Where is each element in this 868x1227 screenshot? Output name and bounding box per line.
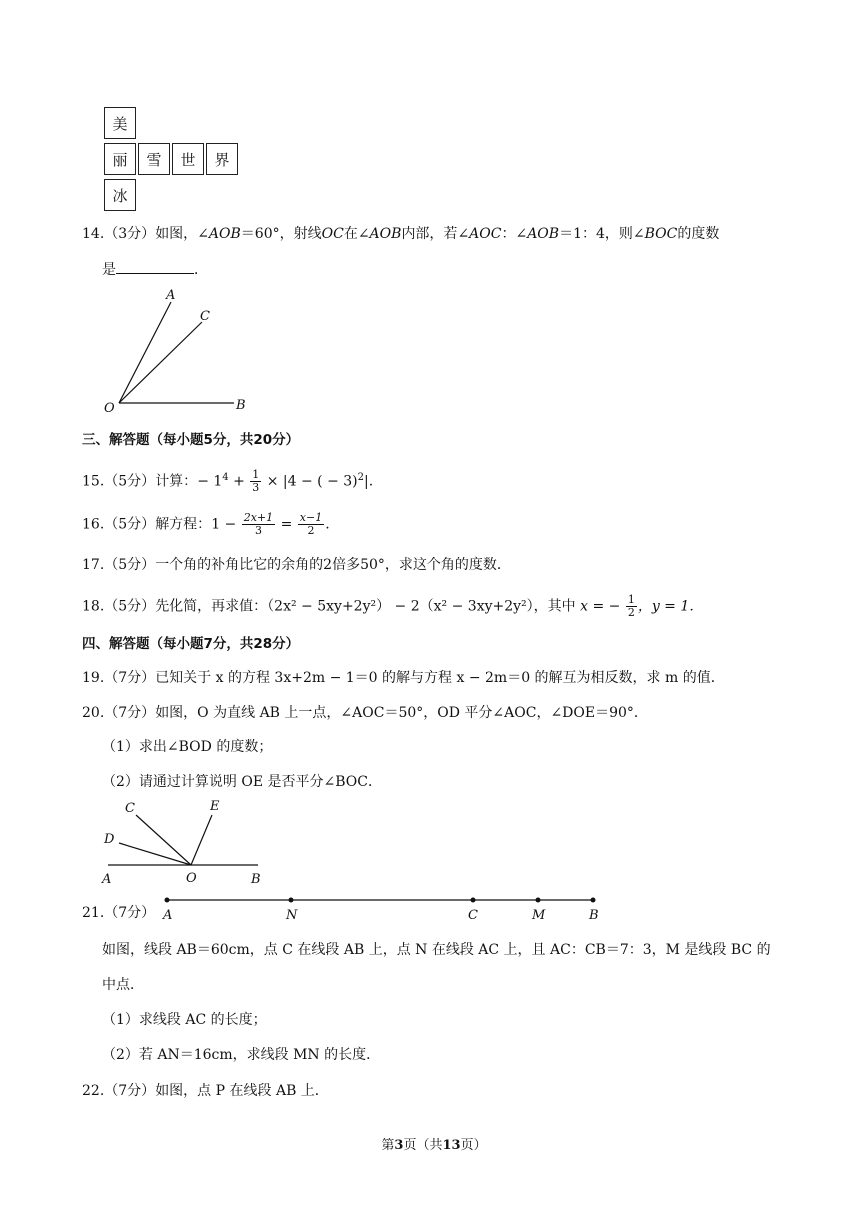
q14-angle: ∠AOB [515,226,560,242]
q15-score: （5分） [104,473,156,490]
q20-score: （7分） [104,705,156,721]
q16-fraction-2 [298,512,324,537]
net-cell-5: 界 [206,143,238,175]
q15-expr: |. [364,473,374,490]
q20-number: 20. [82,705,105,721]
net-cell-6: 冰 [104,179,136,211]
q14-line1 [82,224,719,244]
q18-score: （5分） [104,598,156,615]
q14-text: 内部，若 [401,226,458,242]
q16-number: 16. [82,516,105,533]
q16-expr: 1 − [211,516,241,533]
page-number: 3 [394,1138,404,1153]
q14-angle: ∠AOB [197,226,241,242]
ray-od [119,843,191,865]
label-a: A [102,872,112,887]
point-c [471,898,476,903]
q19-number: 19. [82,670,105,686]
q21-text1: 如图，线段 AB＝60cm，点 C 在线段 AB 上，点 N 在线段 AC 上，且 AC：CB＝7：3，M 是线段 BC 的 [102,942,771,958]
q21-number: 21. [82,905,105,921]
ray-oa [119,302,171,403]
q18-number: 18. [82,598,105,615]
footer-text: 第 [381,1138,395,1153]
label-o: O [186,871,197,886]
q15 [82,468,373,494]
frac-num: 1 [627,593,635,606]
point-n [289,898,294,903]
q21-header [82,903,155,923]
q18-fraction [626,594,637,619]
q14-ray: OC [321,226,344,242]
q18-cond: x = − [575,598,625,615]
q18 [82,594,703,619]
q22-score: （7分） [104,1083,156,1099]
frac-den: 2 [627,606,635,619]
q14-text: 是 [102,262,116,278]
q14-line2 [102,259,208,280]
frac-den: 3 [254,524,262,537]
q15-fraction [250,469,261,494]
q22 [82,1081,329,1101]
q14-angle-figure [95,285,265,420]
point-a [165,898,170,903]
q20 [82,703,648,723]
q14-text: ： [501,226,516,242]
q19-text: 已知关于 x 的方程 3x+2m − 1＝0 的解与方程 x − 2m＝0 的解互为相反数，求 m 的值． [155,670,725,686]
q15-expr: − 1 [197,473,223,490]
q14-angle: ∠BOC [632,226,678,242]
q14-text: ＝60°，射线 [240,226,322,242]
q15-text: 计算： [155,473,198,490]
point-b [591,898,596,903]
q19 [82,668,725,688]
q17-score: （5分） [104,557,156,573]
q16-text: 解方程： [155,516,212,533]
q14-angle: ∠AOC [457,226,502,242]
q14-text: 如图， [155,226,198,242]
q14-number: 14. [82,226,105,242]
q14-text: ． [194,262,208,278]
q15-exp: 2 [357,472,365,483]
q14-text: 在 [343,226,358,242]
footer-text: 页） [460,1138,487,1153]
frac-num: 1 [252,468,260,482]
label-c: C [468,908,478,923]
frac-num: 2x+1 [243,511,274,524]
label-a: A [166,288,176,303]
label-b: B [589,908,599,923]
q18-text: 先化简，再求值：（2x² − 5xy+2y²） − 2（x² − 3xy+2y²），其中 [155,598,576,615]
q14-angle: ∠AOB [357,226,402,242]
ray-oe [191,815,212,865]
q17-number: 17. [82,557,105,573]
q20-sub2: （2）请通过计算说明 OE 是否平分∠BOC． [102,774,382,790]
label-m: M [532,908,546,923]
q16-score: （5分） [104,516,156,533]
label-c: C [200,309,210,324]
q14-score: （3分） [104,226,156,242]
label-d: D [104,832,115,847]
q20-sub1: （1）求出∠BOD 的度数； [102,739,273,755]
frac-den: 3 [252,481,260,495]
section-4-heading: 四、解答题（每小题7分，共28分） [82,636,300,652]
label-o: O [104,401,115,416]
frac-den: 2 [307,524,315,537]
label-a: A [163,908,173,923]
answer-blank[interactable] [116,259,194,274]
section-3-heading: 三、解答题（每小题5分，共20分） [82,432,300,448]
ray-oc [136,815,191,865]
q21-score: （7分） [104,905,156,921]
q15-expr: × |4 − ( − 3) [262,473,358,490]
q21-sub2: （2）若 AN＝16cm，求线段 MN 的长度． [102,1047,381,1063]
label-e: E [210,799,220,814]
net-cell-3: 雪 [138,143,170,175]
q16-fraction-1 [242,512,275,537]
q21-segment-figure [155,888,615,926]
q22-text: 如图，点 P 在线段 AB 上． [155,1083,329,1099]
q18-cond: ，y = 1． [637,598,704,615]
q21-text2: 中点． [102,977,144,993]
footer-text: 页（共 [403,1138,443,1153]
q14-text: ＝1：4，则 [559,226,633,242]
q16-end: . [325,516,330,533]
net-cell-4: 世 [172,143,204,175]
ray-oc [119,322,202,403]
net-cell-1: 美 [104,107,136,139]
q15-number: 15. [82,473,105,490]
point-m [536,898,541,903]
frac-num: x−1 [299,511,323,524]
q16 [82,512,330,537]
label-c: C [125,801,135,816]
net-cell-2: 丽 [104,143,136,175]
q17 [82,555,511,575]
label-b: B [251,872,261,887]
q15-op: + [228,473,250,490]
label-b: B [236,398,246,413]
q15-exp: 4 [222,472,229,483]
q14-text: 的度数 [677,226,720,242]
q20-text: 如图，O 为直线 AB 上一点，∠AOC＝50°，OD 平分∠AOC，∠DOE＝90°． [155,705,648,721]
q21-sub1: （1）求线段 AC 的长度； [102,1012,267,1028]
q17-text: 一个角的补角比它的余角的2倍多50°，求这个角的度数． [155,557,511,573]
q22-number: 22. [82,1083,105,1099]
label-n: N [286,908,298,923]
page-footer [0,1134,868,1153]
q16-eq: = [276,516,297,533]
q19-score: （7分） [104,670,156,686]
q20-figure [98,796,273,888]
page-total: 13 [442,1138,461,1153]
